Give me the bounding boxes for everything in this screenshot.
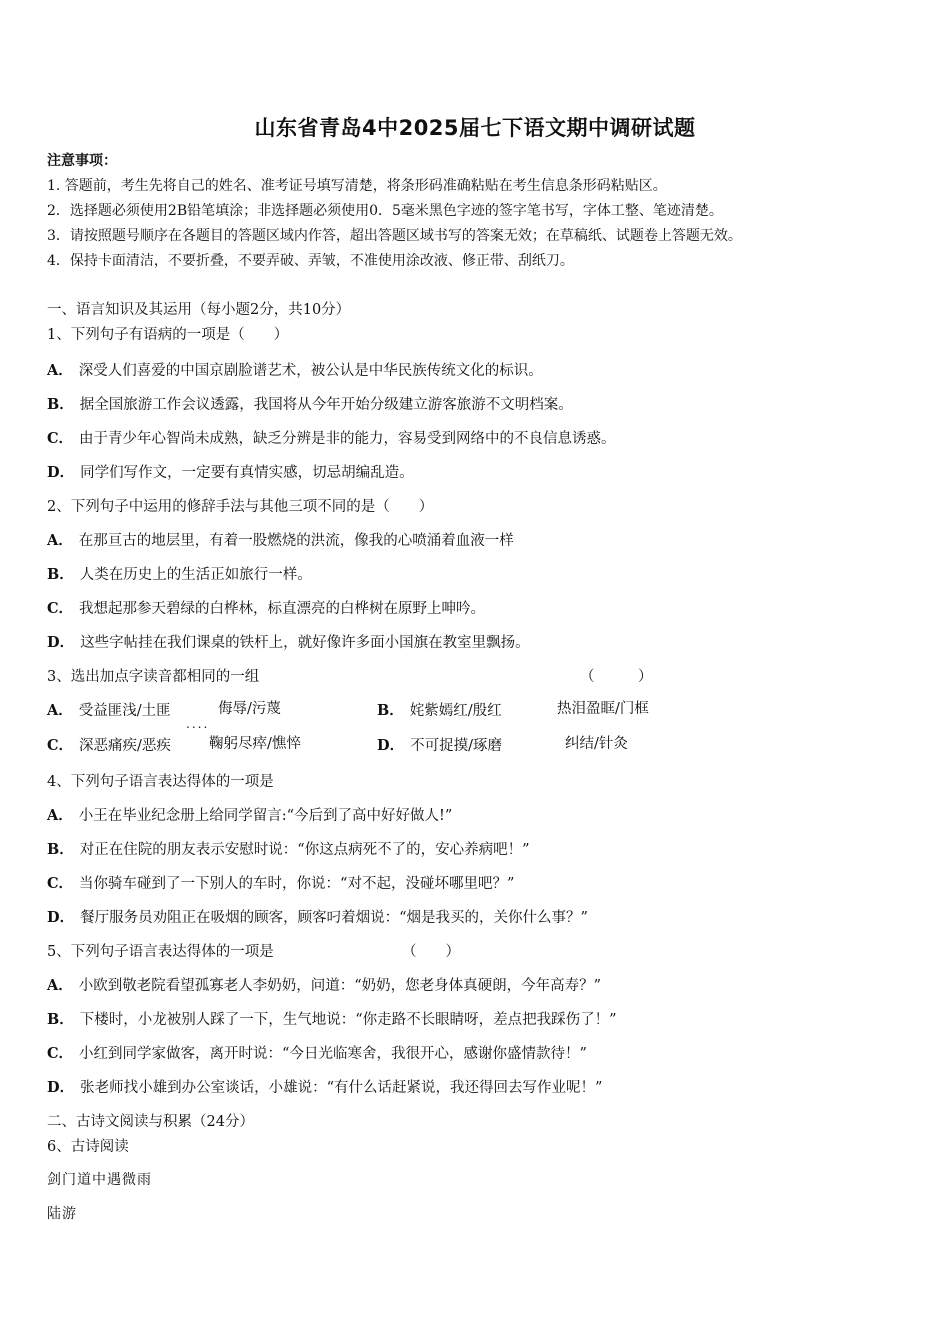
q4-option-b: B． 对正在住院的朋友表示安慰时说：“你这点病死不了的，安心养病吧！” (47, 841, 530, 858)
q3-answer-paren: （ ） (580, 669, 653, 685)
section2-heading: 二、古诗文阅读与积累（24分） (47, 1114, 254, 1130)
q1-option-a: A． 深受人们喜爱的中国京剧脸谱艺术，被公认是中华民族传统文化的标识。 (47, 362, 543, 379)
q1-option-c: C． 由于青少年心智尚未成熟，缺乏分辨是非的能力，容易受到网络中的不良信息诱惑。 (47, 430, 616, 447)
poem-author: 陆游 (47, 1206, 77, 1222)
q3-option-b-1: B． 姹紫嫣红/殷红 (377, 702, 502, 719)
q2-option-c: C． 我想起那参天碧绿的白桦林，标直漂亮的白桦树在原野上呻吟。 (47, 600, 486, 617)
q2-option-a: A． 在那亘古的地层里，有着一股燃烧的洪流，像我的心喷涌着血液一样 (47, 532, 514, 549)
q3-option-d-1: D． 不可捉摸/琢磨 (377, 737, 502, 754)
q2-stem: 2、下列句子中运用的修辞手法与其他三项不同的是（ ） (47, 499, 434, 515)
q3-option-a-1: A． 受益匪浅/土匪 (47, 702, 171, 719)
q1-option-b: B． 据全国旅游工作会议透露，我国将从今年开始分级建立游客旅游不文明档案。 (47, 396, 573, 413)
q1-option-d: D． 同学们写作文，一定要有真情实感，切忌胡编乱造。 (47, 464, 414, 481)
notice-item-3: 3．请按照题号顺序在各题目的答题区域内作答，超出答题区域书写的答案无效；在草稿纸、试题卷上答题无效。 (47, 228, 742, 244)
q2-option-b: B． 人类在历史上的生活正如旅行一样。 (47, 566, 312, 583)
q5-answer-paren: （ ） (402, 944, 460, 960)
notice-item-2: 2．选择题必须使用2B铅笔填涂；非选择题必须使用0．5毫米黑色字迹的签字笔书写，字体工整、笔迹清楚。 (47, 203, 723, 219)
notice-item-4: 4．保持卡面清洁，不要折叠，不要弄破、弄皱，不准使用涂改液、修正带、刮纸刀。 (47, 253, 574, 269)
q1-stem: 1、下列句子有语病的一项是（ ） (47, 327, 289, 343)
notice-item-1: 1. 答题前，考生先将自己的姓名、准考证号填写清楚，将条形码准确粘贴在考生信息条形码粘贴区。 (47, 178, 667, 194)
poem-title: 剑门道中遇微雨 (47, 1172, 152, 1188)
q5-option-a: A． 小欧到敬老院看望孤寡老人李奶奶，问道：“奶奶，您老身体真硬朗，今年高寿？” (47, 977, 602, 994)
q4-stem: 4、下列句子语言表达得体的一项是 (47, 774, 274, 790)
section1-heading: 一、语言知识及其运用（每小题2分，共10分） (47, 302, 351, 318)
emphasis-dots (186, 708, 214, 728)
q3-option-c-2: 鞠躬尽瘁/憔悴 (209, 736, 301, 752)
q6-stem: 6、古诗阅读 (47, 1139, 129, 1155)
page-title: 山东省青岛4中2025届七下语文期中调研试题 (254, 116, 696, 140)
q4-option-c: C． 当你骑车碰到了一下别人的车时，你说：“对不起，没碰坏哪里吧？” (47, 875, 515, 892)
q2-option-d: D． 这些字帖挂在我们课桌的铁杆上，就好像许多面小国旗在教室里飘扬。 (47, 634, 530, 651)
notice-heading: 注意事项： (47, 153, 117, 169)
q5-option-b: B． 下楼时，小龙被别人踩了一下，生气地说：“你走路不长眼睛呀，差点把我踩伤了！” (47, 1011, 617, 1028)
q3-stem: 3、选出加点字读音都相同的一组 (47, 669, 260, 685)
q4-option-d: D． 餐厅服务员劝阻正在吸烟的顾客，顾客叼着烟说：“烟是我买的，关你什么事？” (47, 909, 588, 926)
q4-option-a: A． 小王在毕业纪念册上给同学留言:“今后到了高中好好做人!” (47, 807, 453, 824)
q3-option-d-2: 纠结/针灸 (565, 736, 628, 752)
q3-option-a-2: 侮辱/污蔑 (218, 701, 281, 717)
q5-option-d: D． 张老师找小雄到办公室谈话，小雄说：“有什么话赶紧说，我还得回去写作业呢！” (47, 1079, 603, 1096)
q5-option-c: C． 小红到同学家做客，离开时说：“今日光临寒舍，我很开心，感谢你盛情款待！” (47, 1045, 587, 1062)
q3-option-c-1: C． 深恶痛疾/恶疾 (47, 737, 171, 754)
q3-option-b-2: 热泪盈眶/门框 (557, 701, 649, 717)
q5-stem: 5、下列句子语言表达得体的一项是 (47, 944, 274, 960)
